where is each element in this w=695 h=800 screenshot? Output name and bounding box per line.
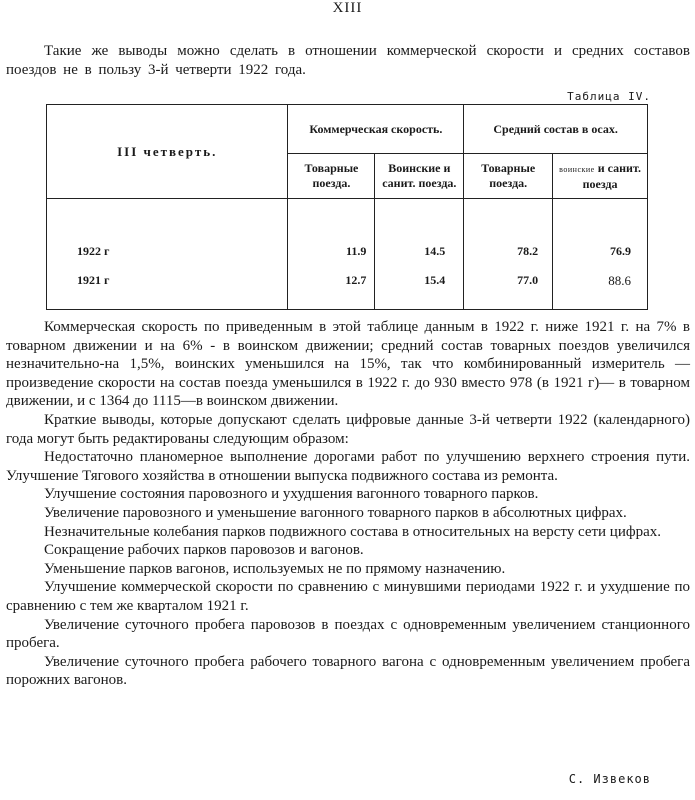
values-column-1: [288, 199, 375, 310]
intro-paragraph: Такие же выводы можно сделать в отношении коммерческой скорости и средних составов поездов не в пользу 3-й четверти 1922 года.: [6, 43, 690, 78]
value-cell: 12.7: [345, 273, 367, 287]
paragraph: Увеличение суточного пробега паровозов в поездах с одновременным увеличением станционного пробега.: [6, 616, 690, 652]
paragraph: Улучшение коммерческой скорости по сравнению с минувшими периодами 1922 г. и ухудшение по сравнению с тем же кварталом 1921 г.: [6, 579, 690, 614]
value-cell: 88.6: [608, 273, 631, 288]
period-header: III четверть.: [47, 105, 288, 199]
values-column-2: [375, 199, 464, 310]
paragraph: Увеличение суточного пробега рабочего товарного вагона с одновременным увеличением пробега порожних вагонов.: [6, 653, 690, 689]
subheader-military-speed: Воинские и санит. поезда.: [375, 154, 464, 199]
value-cell: 78.2: [517, 244, 539, 258]
values-column-3: [464, 199, 553, 310]
paragraph: Недостаточно планомерное выполнение дорогами работ по улучшению верхнего строения пути. Улучшение Тягового хозяйства в отношении выпуска подвижного состава из ремонта.: [6, 449, 690, 484]
group-header-composition: Средний состав в осах.: [464, 105, 648, 154]
group-header-speed: Коммерческая скорость.: [288, 105, 464, 154]
paragraph: Сокращение рабочих парков паровозов и вагонов.: [44, 542, 364, 559]
subheader-small-word: воинские: [559, 164, 595, 174]
paragraph: Коммерческая скорость по приведенным в этой таблице данным в 1922 г. ниже 1921 г. на 7% в товарном движении и на 6% - в воинском движении; средний состав товарных поездов увеличился незначительно-на 1,5%, воинских уменьшился на 15%, так что комбинированный измеритель — произведение скорости на состав поезда уменьшился в 1922 г. до 930 вместо 978 (в 1921 г)— в товарном движении, и с 1364 до 1115—в воинском движении.: [6, 319, 690, 410]
row-year: 1922 г: [77, 244, 110, 258]
stats-table: [46, 104, 648, 310]
paragraph: Улучшение состояния паровозного и ухудшения вагонного товарного парков.: [44, 486, 539, 503]
body-text: [6, 318, 690, 690]
paragraph: Уменьшение парков вагонов, используемых не по прямому назначению.: [44, 560, 506, 577]
subheader-freight-composition: Товарные поезда.: [464, 154, 553, 199]
page-number: XIII: [332, 0, 363, 16]
paragraph: Краткие выводы, которые допускают сделать цифровые данные 3-й четверти 1922 (календарного) года могут быть редактированы следующим образом:: [6, 411, 690, 447]
value-cell: 15.4: [424, 273, 446, 287]
value-cell: 11.9: [346, 244, 367, 258]
value-cell: 76.9: [610, 244, 631, 258]
subheader-freight-speed: Товарные поезда.: [288, 154, 375, 199]
paragraph: Увеличение паровозного и уменьшение вагонного товарного парков в абсолютных цифрах.: [44, 504, 627, 521]
row-year: 1921 г: [77, 273, 110, 287]
subheader-rest: и санит. поезда: [582, 160, 641, 191]
paragraph: Незначительные колебания парков подвижного состава в относительных на версту сети цифрах.: [44, 523, 661, 540]
signature: С. Извеков: [568, 772, 651, 786]
value-cell: 77.0: [517, 273, 539, 287]
values-column-4: [553, 199, 648, 310]
years-column: [47, 199, 288, 310]
table-caption: Таблица IV.: [567, 90, 651, 103]
subheader-military-composition: [553, 154, 648, 199]
value-cell: 14.5: [424, 244, 446, 258]
